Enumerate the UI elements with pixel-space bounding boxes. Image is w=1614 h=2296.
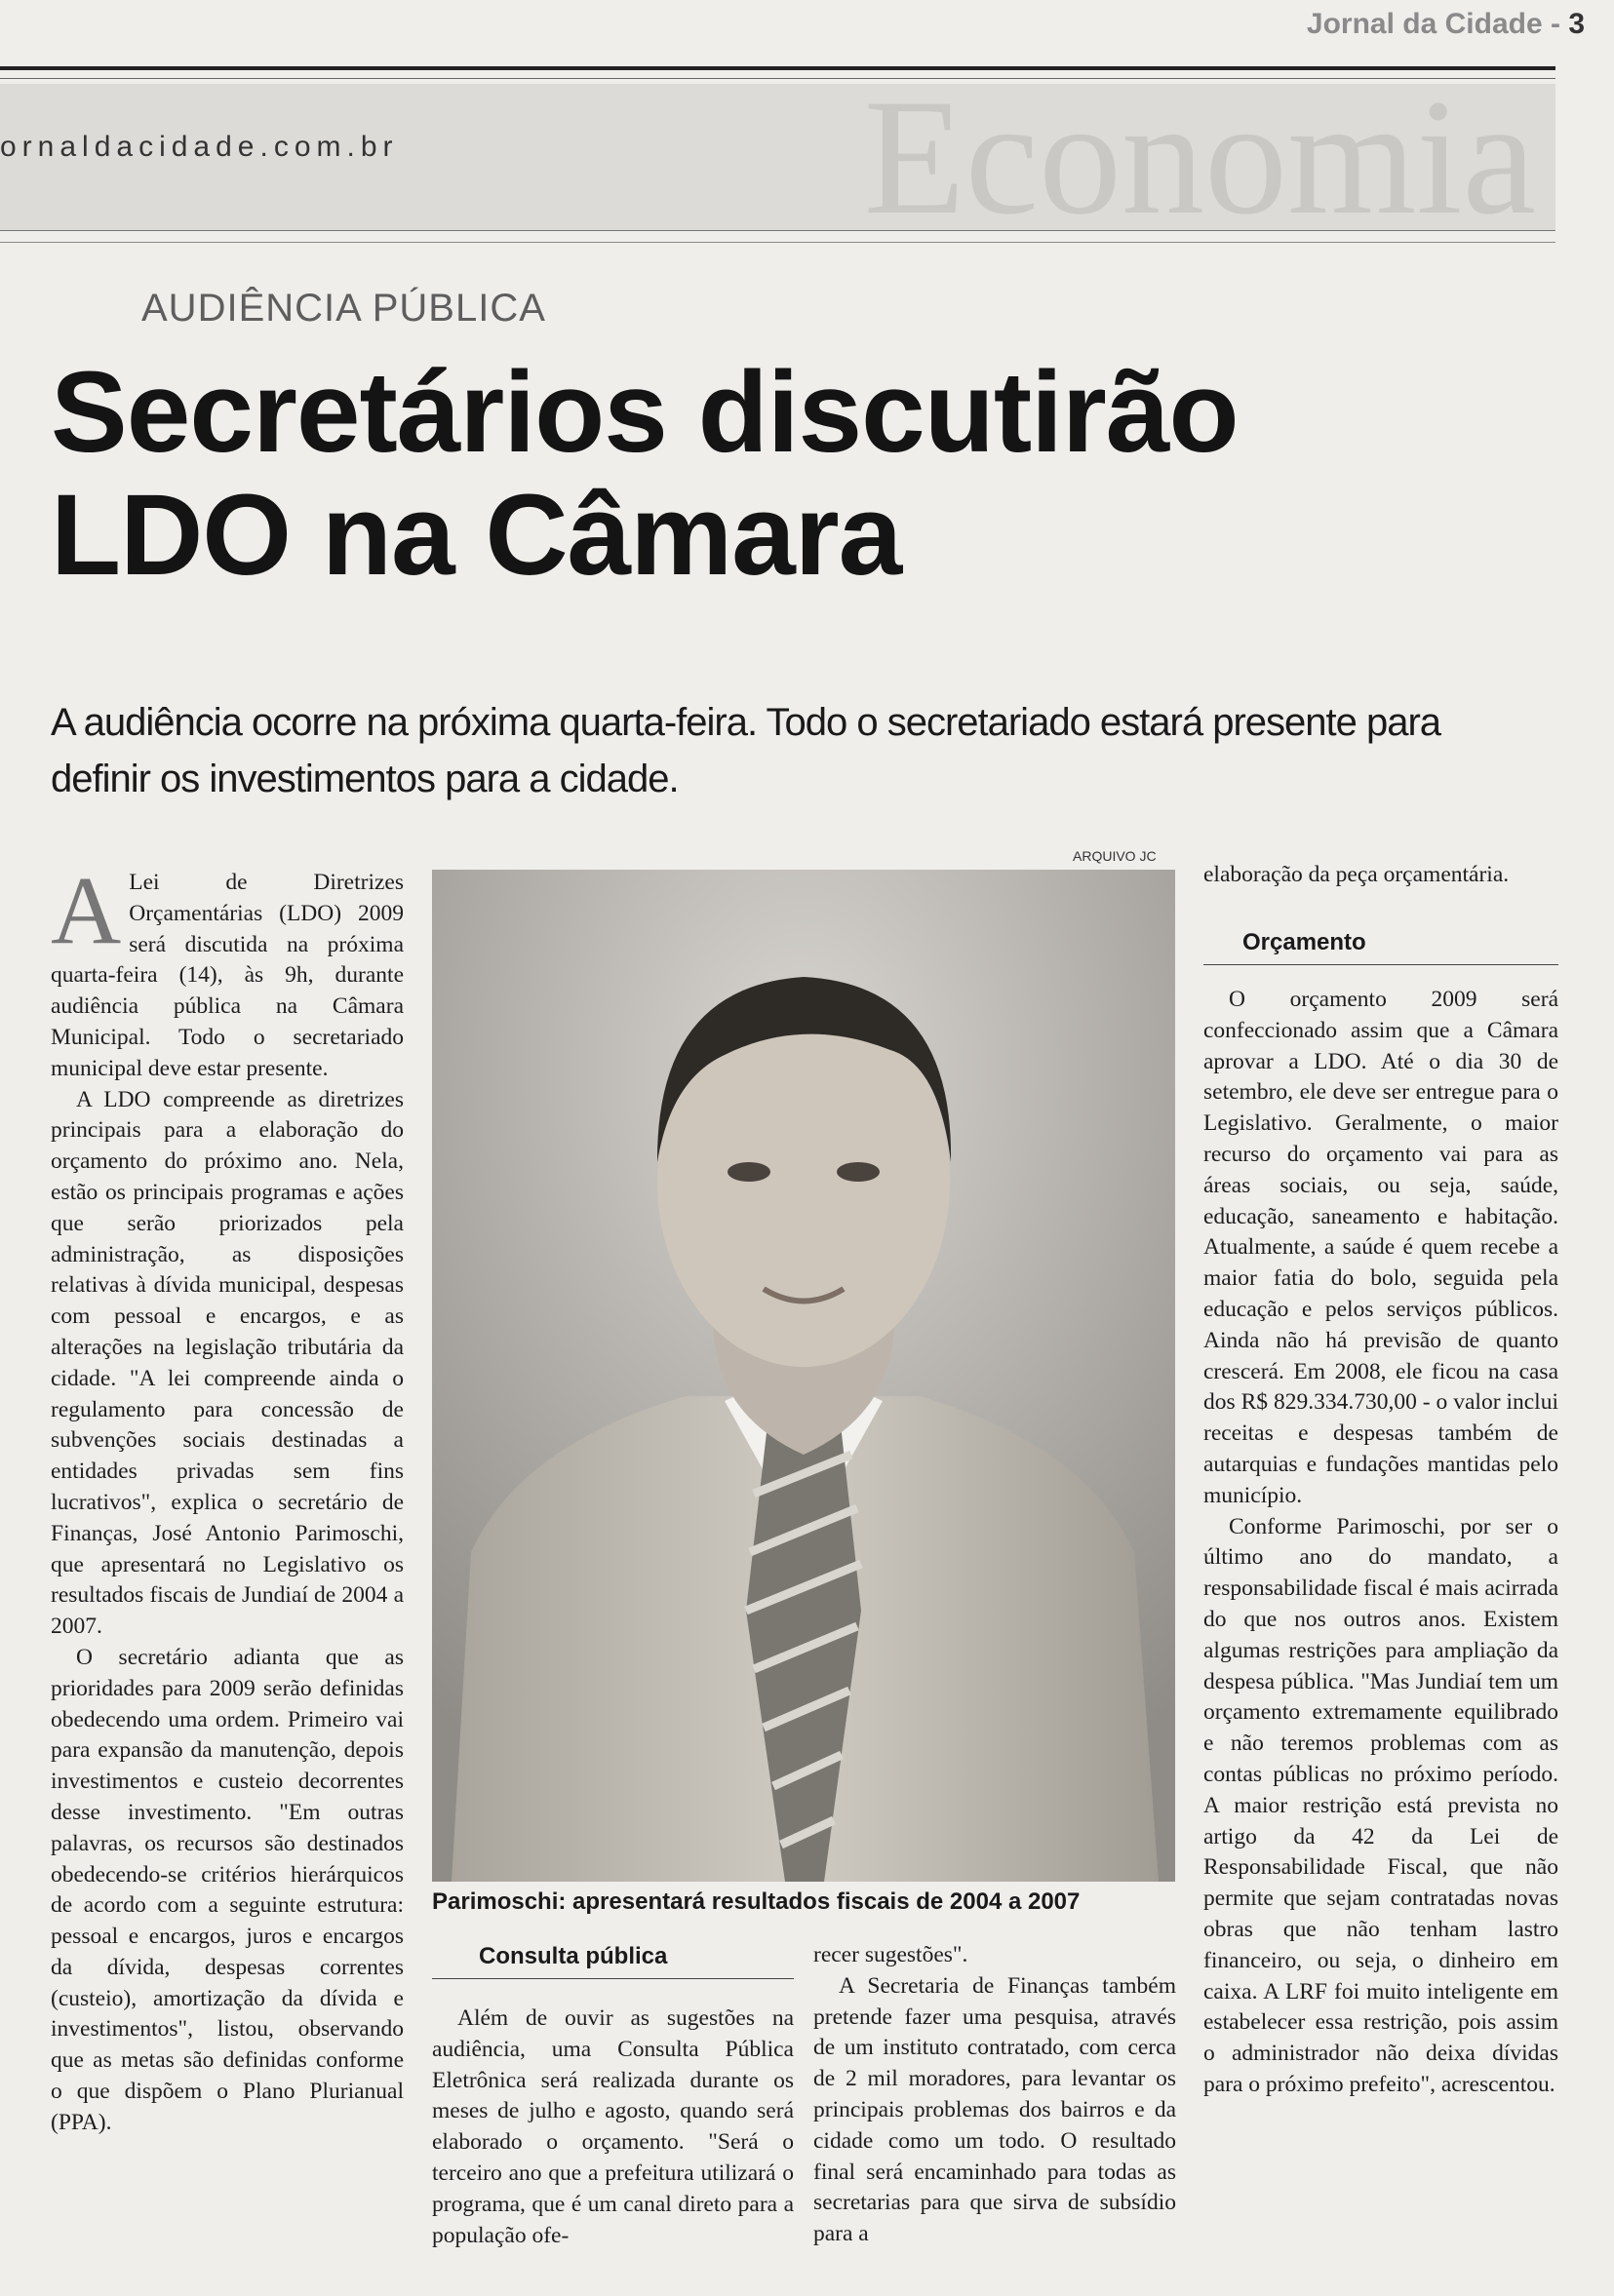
photo-credit: ARQUIVO JC	[1073, 848, 1157, 864]
article-paragraph: A LDO compreende as diretrizes principais para a elaboração do orçamento do próximo ano. Nela, estão os principais programas e ações que serão priorizados pela administração, as disposições relativas à dívida municipal, despesas com pessoal e encargos, e as alterações na legislação tributária da cidade. "A lei compreende ainda o regulamento para concessão de subvenções sociais destinadas a entidades privadas sem fins lucrativos", explica o secretário de Finanças, José Antonio Parimoschi, que apresentará no Legislativo os resultados fiscais de Jundiaí de 2004 a 2007.	[51, 1086, 404, 1640]
article-paragraph: Conforme Parimoschi, por ser o último ano do mandato, a responsabilidade fiscal é mais acirrada do que nos outros anos. Existem algumas restrições para ampliação da despesa pública. "Mas Jundiaí tem um orçamento extremamente equilibrado e não teremos problemas com as contas públicas no próximo período. A maior restrição está prevista no artigo da 42 da Lei de Responsabilidade Fiscal, que não permite que sejam contratadas novas obras que não tenham lastro financeiro, ou seja, o dinheiro em caixa. A LRF foi muito inteligente em estabelecer essa restrição, pois assim o administrador não deixa dívidas para o próximo prefeito", acrescentou.	[1203, 1513, 1558, 2097]
page-header	[1307, 8, 1585, 41]
article-column-4-body	[1203, 985, 1558, 2101]
article-deck: A audiência ocorre na próxima quarta-feira. Todo o secretariado estará presente para definir os investimentos para a cidade.	[51, 701, 1441, 800]
page-number: 3	[1568, 8, 1585, 40]
section-title: Economia	[863, 84, 1536, 231]
paragraph-text: Lei de Diretrizes Orçamentárias (LDO) 2009 será discutida na próxima quarta-feira (14), às 9h, durante audiência pública na Câmara Municipal. Todo o secretariado municipal deve estar presente.	[51, 870, 404, 1081]
subhead-consulta-publica: Consulta pública	[432, 1943, 794, 1979]
photo-caption: Parimoschi: apresentará resultados fiscais de 2004 a 2007	[432, 1888, 1081, 1915]
article-headline	[51, 348, 1239, 600]
article-column-3	[813, 1940, 1176, 2250]
article-paragraph	[51, 856, 404, 1085]
headline-line-2: LDO na Câmara	[51, 471, 902, 600]
masthead-rule	[0, 242, 1555, 243]
article-paragraph: A Secretaria de Finanças também pretende fazer uma pesquisa, através de um instituto contratado, com cerca de 2 mil moradores, para levantar os principais problemas dos bairros e da cidade como um todo. O resultado final será encaminhado para todas as secretarias para que sirva de subsídio para a	[813, 1972, 1176, 2247]
article-column-4	[1203, 860, 1558, 891]
article-paragraph: Além de ouvir as sugestões na audiência, uma Consulta Pública Eletrônica será realizada durante os meses de julho e agosto, quando será elaborado o orçamento. "Será o terceiro ano que a prefeitura utilizará o programa, que é um canal direto para a população ofe-	[432, 2005, 794, 2248]
website-url: ornaldacidade.com.br	[0, 131, 399, 163]
drop-cap: A	[51, 856, 122, 964]
portrait-illustration	[432, 870, 1175, 1882]
article-column-2	[432, 2004, 794, 2251]
article-paragraph: elaboração da peça orçamentária.	[1203, 862, 1510, 887]
section-masthead	[0, 84, 1555, 231]
article-photo	[432, 870, 1175, 1882]
header-rule	[0, 66, 1555, 70]
headline-line-1: Secretários discutirão	[51, 348, 1239, 477]
article-paragraph: O orçamento 2009 será confeccionado assim que a Câmara aprovar a LDO. Até o dia 30 de setembro, ele deve ser entregue para o Legislativo. Geralmente, o maior recurso do orçamento vai para as áreas sociais, ou seja, saúde, educação, saneamento e habitação. Atualmente, a saúde é quem recebe a maior fatia do bolo, seguida pela educação e pelos serviços públicos. Ainda não há previsão de quanto crescerá. Em 2008, ele ficou na casa dos R$ 829.334.730,00 - o valor inclui receitas e despesas também de autarquias e fundações mantidas pelo município.	[1203, 987, 1558, 1508]
article-paragraph: recer sugestões".	[813, 1942, 968, 1967]
article-column-1	[51, 856, 404, 2139]
header-rule-thin	[0, 78, 1555, 79]
article-kicker: AUDIÊNCIA PÚBLICA	[141, 287, 546, 330]
publication-name: Jornal da Cidade -	[1306, 8, 1569, 40]
article-paragraph: O secretário adianta que as prioridades para 2009 serão definidas obedecendo uma ordem. Primeiro vai para expansão da manutenção, depois investimentos e custeio decorrentes desse investimento. "Em outras palavras, os recursos são destinados obedecendo-se critérios hierárquicos de acordo com a seguinte estrutura: pessoal e encargos, juros e encargos da dívida, despesas correntes (custeio), amortização da dívida e investimentos", listou, observando que as metas são definidas conforme o que dispõem o Plano Plurianual (PPA).	[51, 1644, 404, 2135]
subhead-orcamento: Orçamento	[1203, 929, 1558, 965]
